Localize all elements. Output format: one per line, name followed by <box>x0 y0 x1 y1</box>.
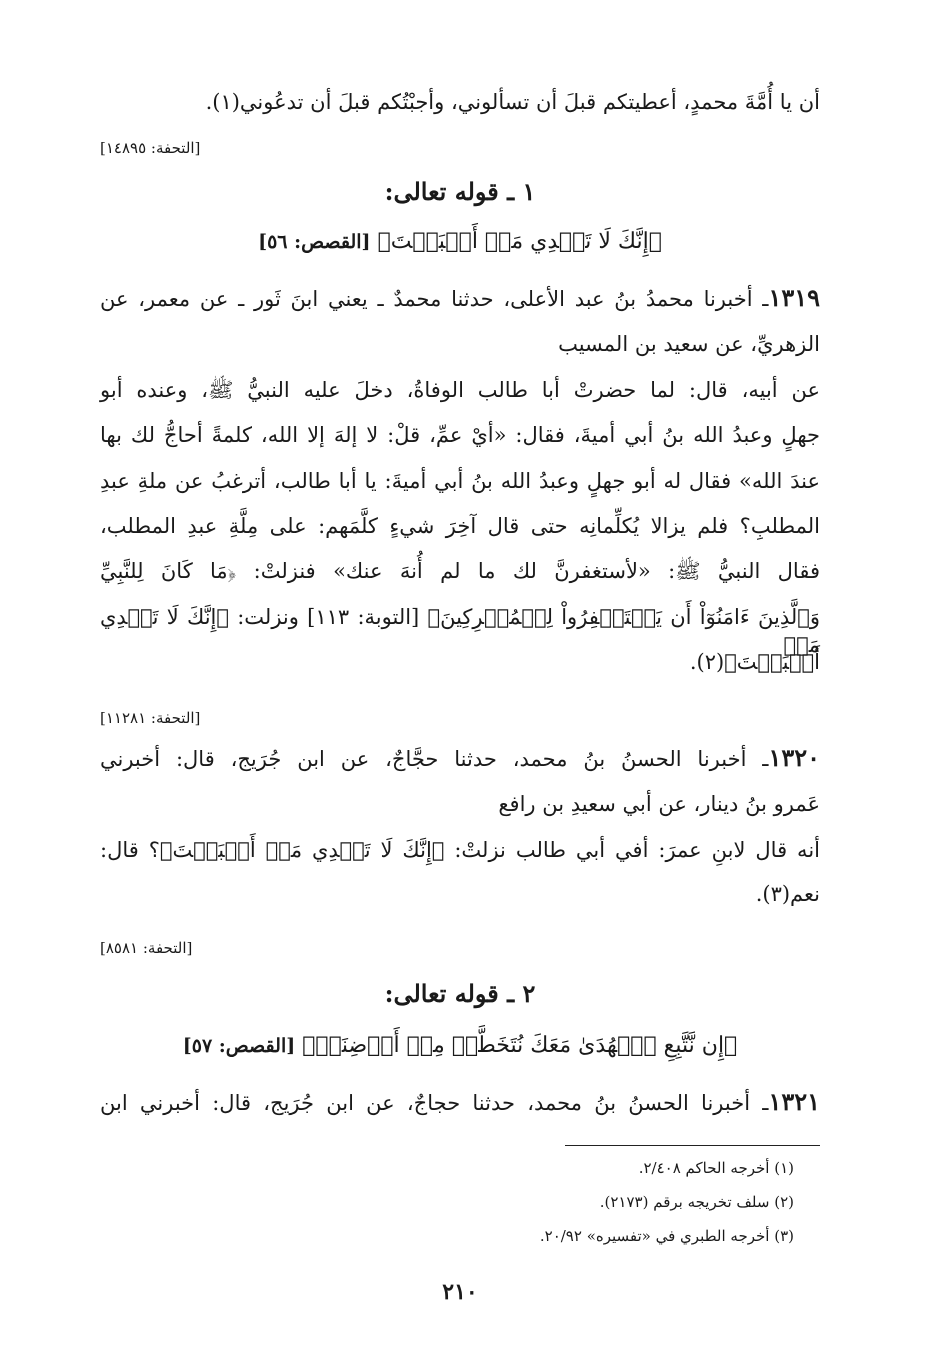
hadith-line <box>100 744 820 774</box>
hadith-text: ـ أخبرنا الحسنُ بنُ محمد، حدثنا حجَّاجٌ، عن ابن جُرَيج، قال: أخبرني <box>100 747 769 771</box>
hadith-line: عَمرو بنُ دينار، عن أبي سعيدِ بن رافع <box>498 792 820 816</box>
tuhfa-reference: [التحفة: ١١٢٨١] <box>100 709 201 727</box>
hadith-text: ـ أخبرنا محمدُ بنُ عبد الأعلى، حدثنا محمدٌ ـ يعني ابنَ ثَور ـ عن معمر، عن <box>100 287 769 311</box>
hadith-number: ١٣٢٠ <box>768 743 820 772</box>
section-heading: ٢ ـ قوله تعالى: <box>384 979 536 1008</box>
hadith-line <box>100 1088 820 1118</box>
quran-verse-line <box>100 226 820 258</box>
page-number: ٢١٠ <box>442 1279 478 1305</box>
quran-verse-line <box>100 1030 820 1062</box>
footnote: (١) أخرجه الحاكم ٢/٤٠٨. <box>638 1159 794 1177</box>
hadith-line: أَحۡبَبۡتَ﴾(٢). <box>689 650 820 674</box>
footnote: (٣) أخرجه الطبري في «تفسيره» ٢٠/٩٢. <box>539 1227 794 1245</box>
hadith-line: الزهريِّ، عن سعيد بن المسيب <box>558 332 820 356</box>
hadith-line: وَٱلَّذِينَ ءَامَنُوٓاْ أَن يَسۡتَغۡفِرُواْ لِلۡمُشۡرِكِينَ﴾ [التوبة: ١١٣] ونزلت: ﴿إِنَّكَ لَا تَهۡدِي مَنۡ <box>100 605 820 657</box>
tuhfa-reference: [التحفة: ٨٥٨١] <box>100 939 193 957</box>
hadith-text: ـ أخبرنا الحسنُ بنُ محمد، حدثنا حجاجٌ، عن ابن جُرَيج، قال: أخبرني ابن <box>100 1091 769 1115</box>
hadith-line: المطلبِ؟ فلم يزالا يُكلِّمانِه حتى قال آخِرَ شيءٍ كلَّمَهم: على مِلَّةِ عبدِ المطلب، <box>100 514 820 538</box>
hadith-line: عندَ الله» فقال له أبو جهلٍ وعبدُ الله بنُ أبي أميةَ: يا أبا طالب، أترغبُ عن ملةِ عبدِ <box>100 469 820 493</box>
verse-source: [القصص: ٥٧] <box>182 1035 296 1057</box>
footnote: (٢) سلف تخريجه برقم (٢١٧٣). <box>599 1193 794 1211</box>
book-page <box>100 80 820 1320</box>
hadith-number: ١٣١٩ <box>768 283 820 312</box>
intro-line: أن يا أُمَّةَ محمدٍ، أعطيتكم قبلَ أن تسألوني، وأجبْتُكم قبلَ أن تدعُوني(١). <box>205 90 820 114</box>
hadith-line: جهلٍ وعبدُ الله بنُ أبي أميةَ، فقال: «أيْ عمِّ، قلْ: لا إلهَ إلا الله، كلمةً أحاجُّ لك بها <box>100 423 820 447</box>
quran-verse: ﴿إِنَّكَ لَا تَهۡدِي مَنۡ أَحۡبَبۡتَ﴾ <box>377 229 662 254</box>
hadith-line: أنه قال لابنِ عمرَ: أفي أبي طالب نزلتْ: ﴿إِنَّكَ لَا تَهۡدِي مَنۡ أَحۡبَبۡتَ﴾؟ قال: <box>100 838 820 862</box>
hadith-line: عن أبيه، قال: لما حضرتْ أبا طالب الوفاةُ، دخلَ عليه النبيُّ ﷺ، وعنده أبو <box>100 378 820 402</box>
hadith-line: نعم(٣). <box>755 882 820 906</box>
hadith-number: ١٣٢١ <box>768 1087 820 1116</box>
hadith-line: فقال النبيُّ ﷺ: «لأستغفرنَّ لك ما لم أُنهَ عنك» فنزلتْ: ﴿مَا كَانَ لِلنَّبِيِّ <box>100 559 820 583</box>
verse-source: [القصص: ٥٦] <box>258 231 371 253</box>
footnote-separator <box>565 1145 820 1146</box>
quran-verse: ﴿إِن نَّتَّبِعِ ٱلۡهُدَىٰ مَعَكَ نُتَخَطَّفۡ مِنۡ أَرۡضِنَآۚ﴾ <box>302 1033 738 1058</box>
section-heading: ١ ـ قوله تعالى: <box>384 177 536 206</box>
hadith-line <box>100 284 820 314</box>
tuhfa-reference: [التحفة: ١٤٨٩٥] <box>100 139 201 157</box>
